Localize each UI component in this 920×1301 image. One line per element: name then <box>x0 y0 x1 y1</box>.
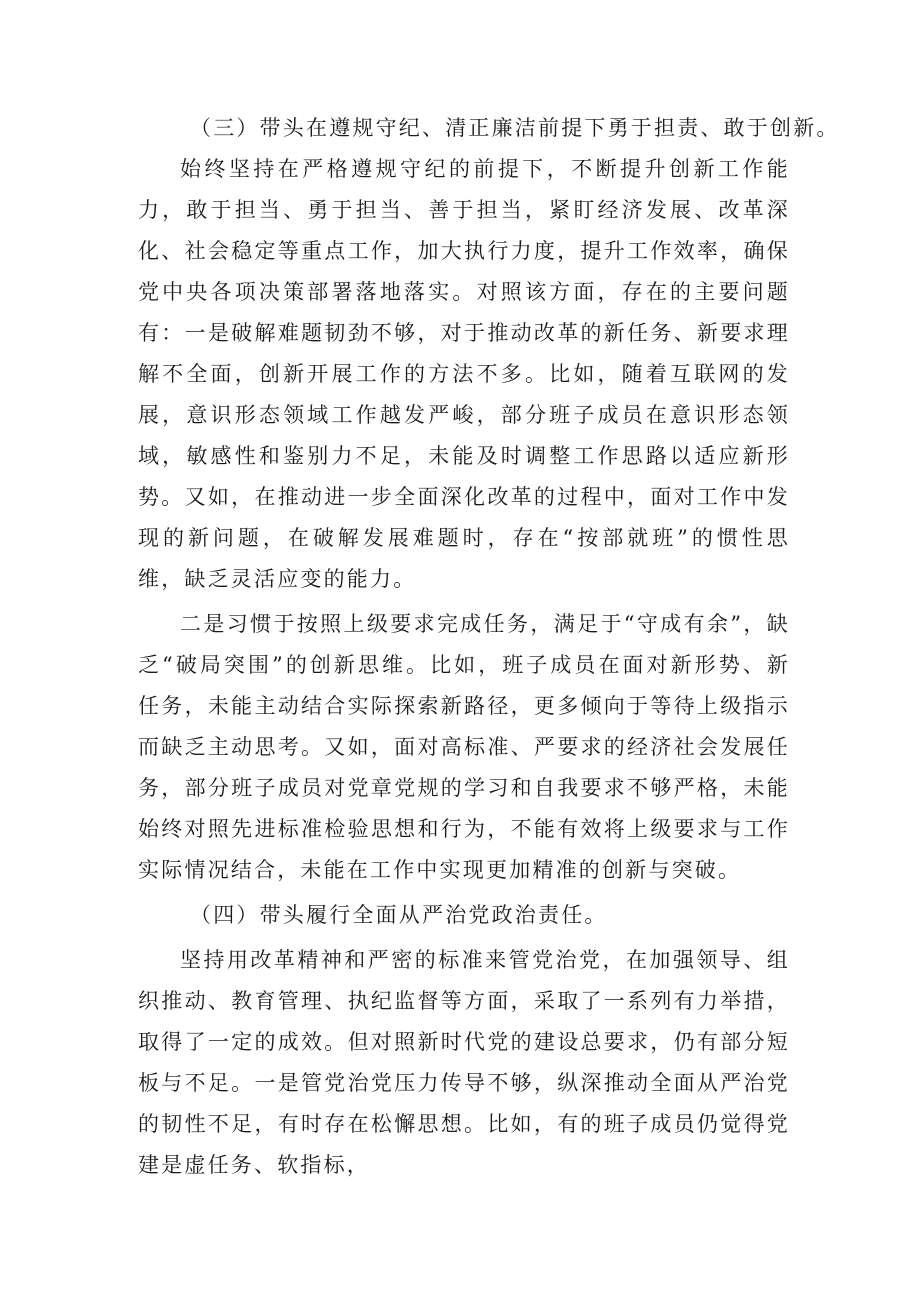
section-3-paragraph-2: 二是习惯于按照上级要求完成任务，满足于“守成有余”，缺乏“破局突围”的创新思维。比如，班子成员在面对新形势、新任务，未能主动结合实际探索新路径，更多倾向于等待上级指示而缺乏主动思考。又如，面对高标准、严要求的经济社会发展任务，部分班子成员对党章党规的学习和自我要求不够严格，未能始终对照先进标准检验思想和行为，不能有效将上级要求与工作实际情况结合，未能在工作中实现更加精准的创新与突破。 <box>138 612 790 882</box>
section-3-paragraph-1: 始终坚持在严格遵规守纪的前提下，不断提升创新工作能力，敢于担当、勇于担当、善于担当，紧盯经济发展、改革深化、社会稳定等重点工作，加大执行力度，提升工作效率，确保党中央各项决策部署落地落实。对照该方面，存在的主要问题有：一是破解难题韧劲不够，对于推动改革的新任务、新要求理解不全面，创新开展工作的方法不多。比如，随着互联网的发展，意识形态领域工作越发严峻，部分班子成员在意识形态领域，敏感性和鉴别力不足，未能及时调整工作思路以适应新形势。又如，在推动进一步全面深化改革的过程中，面对工作中发现的新问题，在破解发展难题时，存在“按部就班”的惯性思维，缺乏灵活应变的能力。 <box>138 157 790 591</box>
section-4-paragraph-1: 坚持用改革精神和严密的标准来管党治党，在加强领导、组织推动、教育管理、执纪监督等方面，采取了一系列有力举措，取得了一定的成效。但对照新时代党的建设总要求，仍有部分短板与不足。一是管党治党压力传导不够，纵深推动全面从严治党的韧性不足，有时存在松懈思想。比如，有的班子成员仍觉得党建是虚任务、软指标， <box>138 948 790 1177</box>
section-heading-4: （四）带头履行全面从严治党政治责任。 <box>190 903 608 927</box>
document-body <box>138 108 840 1186</box>
section-heading-3: （三）带头在遵规守纪、清正廉洁前提下勇于担责、敢于创新。 <box>190 116 840 140</box>
